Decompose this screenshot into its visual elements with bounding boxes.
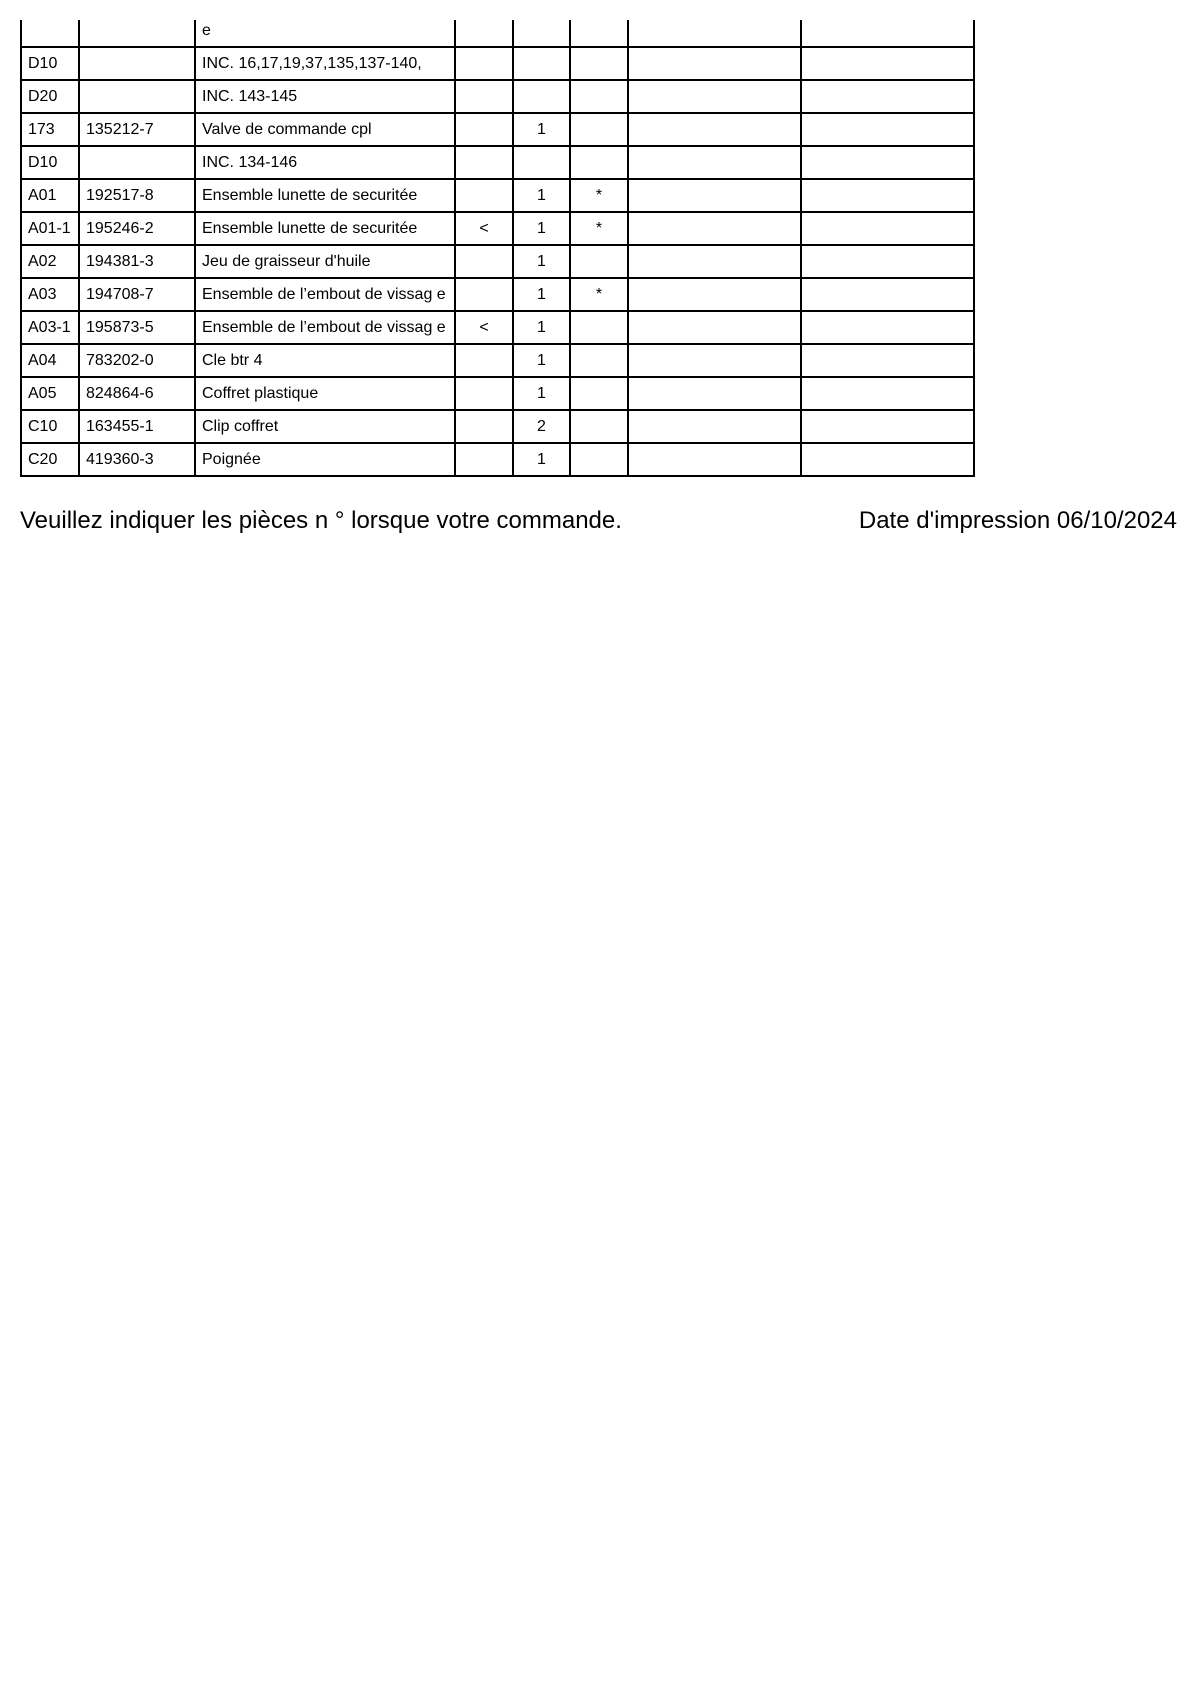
mark-cell <box>455 20 513 47</box>
quantity-cell: 2 <box>513 410 570 443</box>
part-number-cell: 163455-1 <box>79 410 195 443</box>
remark-cell <box>801 179 974 212</box>
mark-cell <box>455 377 513 410</box>
part-number-cell <box>79 20 195 47</box>
note-cell <box>628 377 801 410</box>
table-row <box>21 443 974 476</box>
remark-cell <box>801 113 974 146</box>
remark-cell <box>801 278 974 311</box>
part-number-cell: 783202-0 <box>79 344 195 377</box>
remark-cell <box>801 47 974 80</box>
ref-cell: A05 <box>21 377 79 410</box>
mark-cell: < <box>455 212 513 245</box>
mark-cell <box>455 278 513 311</box>
star-cell <box>570 113 628 146</box>
part-number-cell <box>79 80 195 113</box>
table-row <box>21 278 974 311</box>
ref-cell: C10 <box>21 410 79 443</box>
quantity-cell: 1 <box>513 245 570 278</box>
star-cell: * <box>570 212 628 245</box>
mark-cell <box>455 47 513 80</box>
ref-cell <box>21 20 79 47</box>
remark-cell <box>801 80 974 113</box>
ref-cell: A03 <box>21 278 79 311</box>
remark-cell <box>801 245 974 278</box>
table-row <box>21 80 974 113</box>
ref-cell: D10 <box>21 146 79 179</box>
part-number-cell: 192517-8 <box>79 179 195 212</box>
star-cell <box>570 377 628 410</box>
table-row <box>21 245 974 278</box>
star-cell <box>570 80 628 113</box>
ref-cell: A02 <box>21 245 79 278</box>
table-row <box>21 311 974 344</box>
quantity-cell <box>513 20 570 47</box>
quantity-cell: 1 <box>513 443 570 476</box>
table-row <box>21 212 974 245</box>
part-number-cell: 194381-3 <box>79 245 195 278</box>
description-cell: e <box>195 20 455 47</box>
note-cell <box>628 443 801 476</box>
quantity-cell: 1 <box>513 113 570 146</box>
order-note: Veuillez indiquer les pièces n ° lorsque votre commande. <box>20 507 622 534</box>
mark-cell <box>455 443 513 476</box>
remark-cell <box>801 20 974 47</box>
note-cell <box>628 47 801 80</box>
description-cell: Jeu de graisseur d'huile <box>195 245 455 278</box>
ref-cell: C20 <box>21 443 79 476</box>
table-row <box>21 47 974 80</box>
description-cell: INC. 143-145 <box>195 80 455 113</box>
ref-cell: D10 <box>21 47 79 80</box>
ref-cell: A04 <box>21 344 79 377</box>
part-number-cell: 194708-7 <box>79 278 195 311</box>
note-cell <box>628 278 801 311</box>
note-cell <box>628 80 801 113</box>
part-number-cell: 195873-5 <box>79 311 195 344</box>
quantity-cell <box>513 146 570 179</box>
quantity-cell: 1 <box>513 344 570 377</box>
description-cell: Valve de commande cpl <box>195 113 455 146</box>
quantity-cell: 1 <box>513 377 570 410</box>
mark-cell <box>455 113 513 146</box>
note-cell <box>628 212 801 245</box>
table-row <box>21 179 974 212</box>
mark-cell <box>455 80 513 113</box>
star-cell <box>570 47 628 80</box>
description-cell: Clip coffret <box>195 410 455 443</box>
ref-cell: A01 <box>21 179 79 212</box>
mark-cell <box>455 179 513 212</box>
mark-cell <box>455 344 513 377</box>
star-cell <box>570 410 628 443</box>
quantity-cell: 1 <box>513 278 570 311</box>
remark-cell <box>801 443 974 476</box>
note-cell <box>628 179 801 212</box>
table-row <box>21 146 974 179</box>
part-number-cell: 824864-6 <box>79 377 195 410</box>
star-cell: * <box>570 179 628 212</box>
parts-table-body <box>21 20 974 476</box>
table-row <box>21 20 974 47</box>
mark-cell <box>455 410 513 443</box>
remark-cell <box>801 146 974 179</box>
description-cell: Coffret plastique <box>195 377 455 410</box>
star-cell <box>570 311 628 344</box>
star-cell <box>570 443 628 476</box>
quantity-cell: 1 <box>513 311 570 344</box>
remark-cell <box>801 212 974 245</box>
mark-cell <box>455 245 513 278</box>
description-cell: INC. 134-146 <box>195 146 455 179</box>
star-cell <box>570 20 628 47</box>
part-number-cell: 195246-2 <box>79 212 195 245</box>
description-cell: Ensemble de l’embout de vissag e <box>195 278 455 311</box>
note-cell <box>628 113 801 146</box>
star-cell <box>570 146 628 179</box>
note-cell <box>628 410 801 443</box>
mark-cell <box>455 146 513 179</box>
table-row <box>21 377 974 410</box>
note-cell <box>628 344 801 377</box>
table-row <box>21 410 974 443</box>
part-number-cell: 135212-7 <box>79 113 195 146</box>
ref-cell: 173 <box>21 113 79 146</box>
remark-cell <box>801 410 974 443</box>
star-cell: * <box>570 278 628 311</box>
quantity-cell <box>513 80 570 113</box>
table-row <box>21 344 974 377</box>
part-number-cell: 419360-3 <box>79 443 195 476</box>
star-cell <box>570 245 628 278</box>
print-date: Date d'impression 06/10/2024 <box>858 507 1177 534</box>
ref-cell: A01-1 <box>21 212 79 245</box>
quantity-cell: 1 <box>513 212 570 245</box>
quantity-cell: 1 <box>513 179 570 212</box>
parts-table <box>20 20 975 477</box>
description-cell: INC. 16,17,19,37,135,137-140, <box>195 47 455 80</box>
part-number-cell <box>79 146 195 179</box>
description-cell: Ensemble lunette de securitée <box>195 212 455 245</box>
remark-cell <box>801 377 974 410</box>
ref-cell: A03-1 <box>21 311 79 344</box>
note-cell <box>628 311 801 344</box>
mark-cell: < <box>455 311 513 344</box>
note-cell <box>628 245 801 278</box>
star-cell <box>570 344 628 377</box>
note-cell <box>628 20 801 47</box>
description-cell: Ensemble de l’embout de vissag e <box>195 311 455 344</box>
table-row <box>21 113 974 146</box>
description-cell: Poignée <box>195 443 455 476</box>
part-number-cell <box>79 47 195 80</box>
quantity-cell <box>513 47 570 80</box>
note-cell <box>628 146 801 179</box>
description-cell: Cle btr 4 <box>195 344 455 377</box>
description-cell: Ensemble lunette de securitée <box>195 179 455 212</box>
remark-cell <box>801 311 974 344</box>
remark-cell <box>801 344 974 377</box>
ref-cell: D20 <box>21 80 79 113</box>
